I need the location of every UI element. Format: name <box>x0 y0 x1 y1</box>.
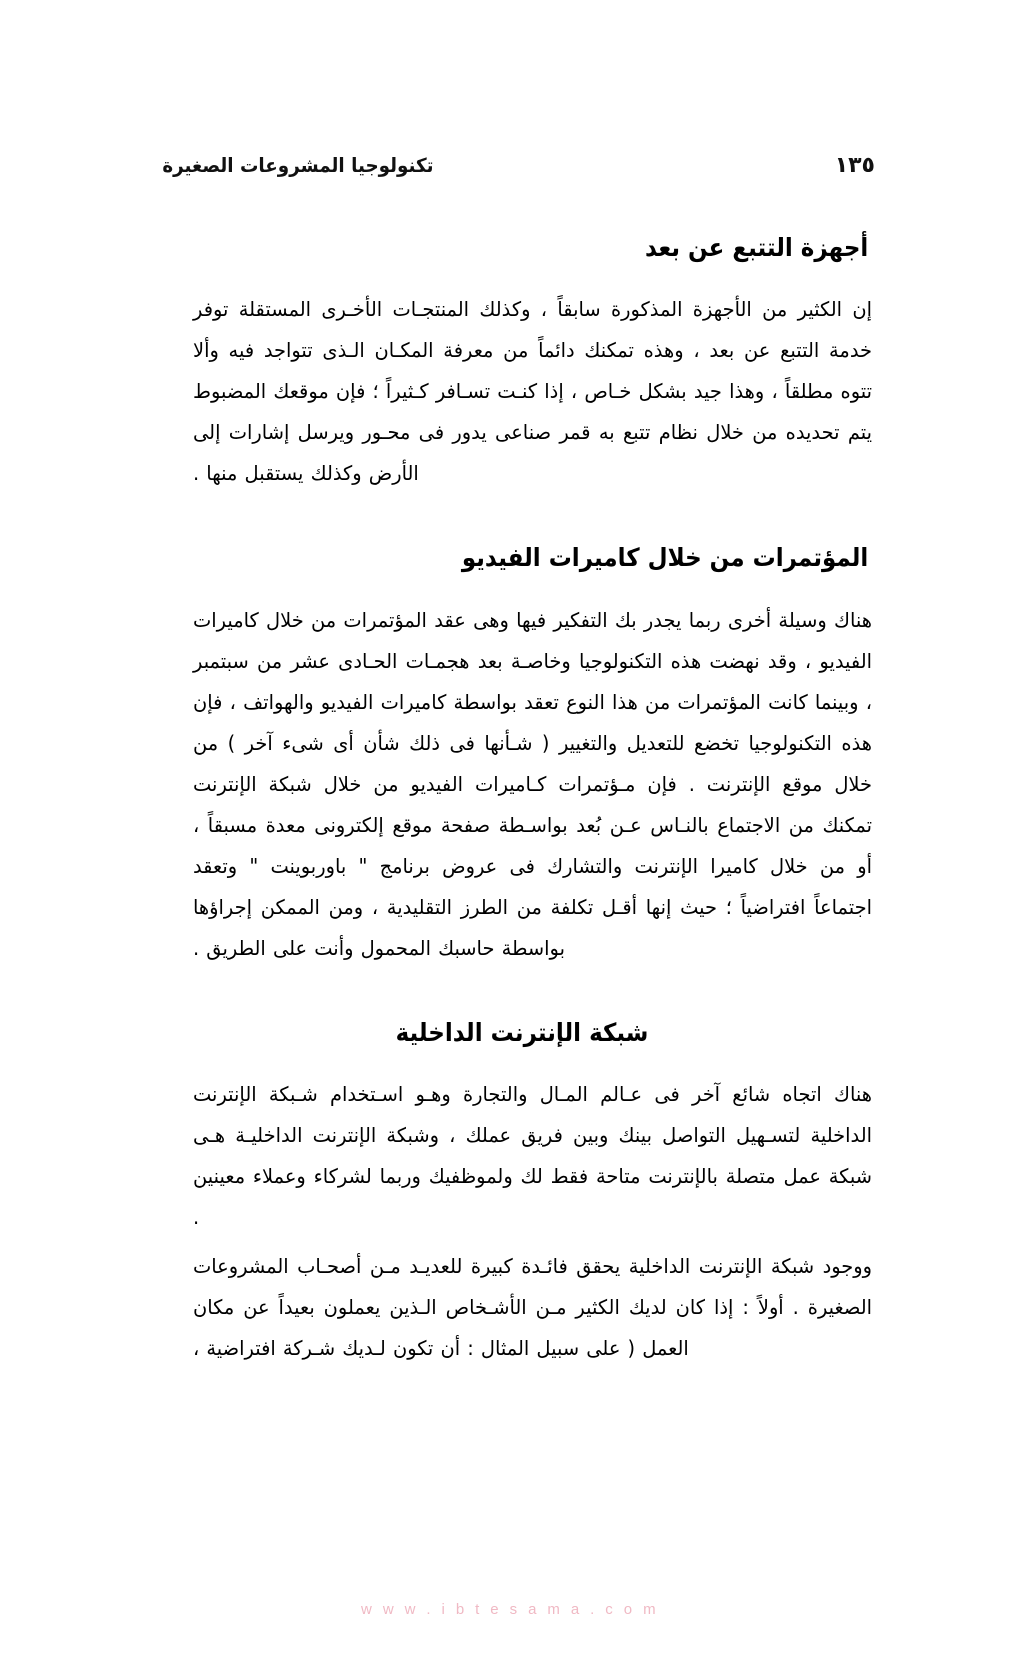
spacer <box>172 1238 872 1246</box>
section-heading-internal-internet-network: شبكة الإنترنت الداخلية <box>395 1017 649 1047</box>
page-number: ١٣٥ <box>834 152 875 178</box>
running-head <box>145 148 875 182</box>
spacer <box>172 574 872 600</box>
spacer <box>172 494 872 542</box>
section-heading-video-camera-conferences: المؤتمرات من خلال كاميرات الفيديو <box>461 543 869 573</box>
spacer <box>172 1048 872 1074</box>
paragraph-remote-tracking-devices-1: إن الكثير من الأجهزة المذكورة سابقاً ، وكذلك المنتجـات الأخـرى المستقلة توفر خدمة التتبع عن بعد ، وهذه تمكنك دائماً من معرفة المكـان الـذى تتواجد فيه وألا تتوه مطلقاً ، وهذا جيد بشكل خـاص ، إذا كنـت تسـافر كـثيراً ؛ فإن موقعك المضبوط يتم تحديده من خلال نظام تتبع به قمر صناعى يدور فى محـور ويرسل إشارات إلى الأرض وكذلك يستقبل منها . <box>193 297 872 486</box>
running-head-book-title: تكنولوجيا المشروعات الصغيرة <box>162 153 434 177</box>
section-heading-remote-tracking-devices: أجهزة التتبع عن بعد <box>645 233 869 262</box>
paragraph-internal-internet-network-2: ووجود شبكة الإنترنت الداخلية يحقق فائـدة كبيرة للعديـد مـن أصحـاب المشروعات الصغيرة . أولاً : إذا كان لديك الكثير مـن الأشـخاص الـذين يعملون بعيداً عن مكان العمل ( على سبيل المثال : أن تكون لـديك شـركة افتراضية ، <box>193 1253 872 1360</box>
page-content <box>172 232 872 1369</box>
spacer <box>172 969 872 1017</box>
site-watermark: w w w . i b t e s a m a . c o m <box>361 1601 659 1618</box>
spacer <box>172 263 872 289</box>
paragraph-video-camera-conferences-1: هناك وسيلة أخرى ربما يجدر بك التفكير فيها وهى عقد المؤتمرات من خلال كاميرات الفيديو ، وقد نهضت هذه التكنولوجيا وخاصـة بعد هجمـات الحـادى عشر من سبتمبر ، وبينما كانت المؤتمرات من هذا النوع تعقد بواسطة كاميرات الفيديو والهواتف ، فإن هذه التكنولوجيا تخضع للتعديل والتغيير ( شـأنها فى ذلك شأن أى شىء آخر ) من خلال موقع الإنترنت . فإن مـؤتمرات كـاميرات الفيديو من خلال شبكة الإنترنت تمكنك من الاجتماع بالنـاس عـن بُعد بواسـطة صفحة موقع إلكترونى معدة مسبقاً ، أو من خلال كاميرا الإنترنت والتشارك فى عروض برنامج " باوربوينت " وتعقد اجتماعاً افتراضياً ؛ حيث إنها أقـل تكلفة من الطرز التقليدية ، ومن الممكن إجراؤها بواسطة حاسبك المحمول وأنت على الطريق . <box>193 607 872 960</box>
paragraph-internal-internet-network-1: هناك اتجاه شائع آخر فى عـالم المـال والتجارة وهـو اسـتخدام شـبكة الإنترنت الداخلية لتسـهيل التواصل بينك وبين فريق عملك ، وشبكة الإنترنت الداخليـة هـى شبكة عمل متصلة بالإنترنت متاحة فقط لك ولموظفيك وربما لشركاء وعملاء معينين . <box>193 1081 872 1229</box>
